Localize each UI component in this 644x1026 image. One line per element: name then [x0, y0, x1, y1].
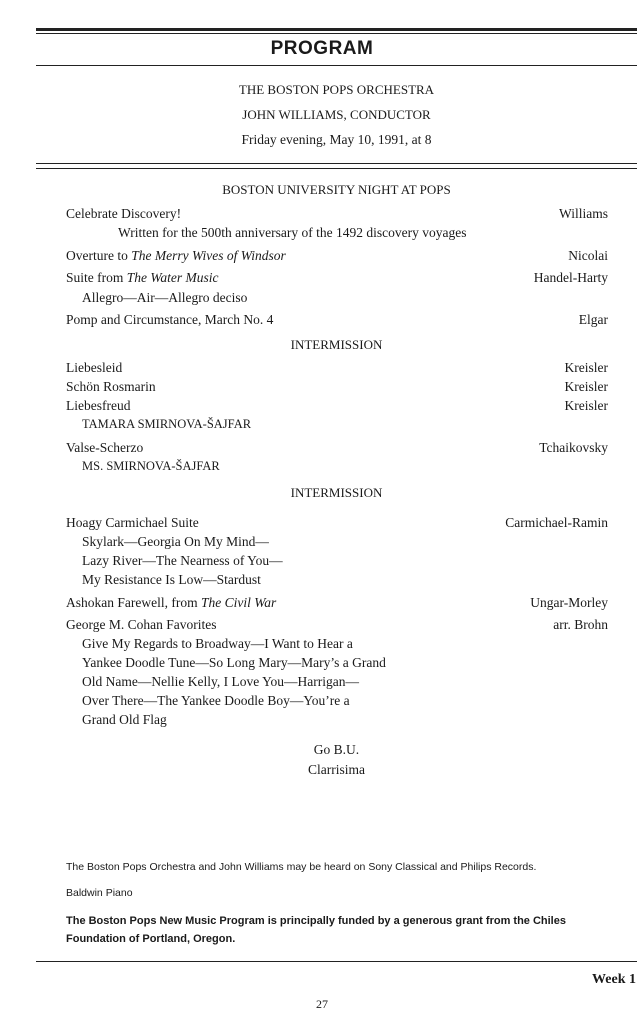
- song-line: Lazy River—The Nearness of You—: [82, 553, 283, 568]
- piece-composer: Carmichael-Ramin: [505, 515, 608, 530]
- song-line: My Resistance Is Low—Stardust: [82, 572, 261, 587]
- song-line: Yankee Doodle Tune—So Long Mary—Mary’s a Grand: [82, 655, 386, 670]
- encore-1: Go B.U.: [313, 742, 360, 757]
- piece-note: Written for the 500th anniversary of the 1492 discovery voyages: [118, 225, 467, 240]
- top-rule-thick: [36, 28, 637, 31]
- piece-title: Liebesleid: [66, 360, 123, 375]
- piece-title: Pomp and Circumstance, March No. 4: [66, 312, 274, 327]
- piece-composer: Ungar-Morley: [530, 595, 608, 610]
- piano-note: Baldwin Piano: [66, 887, 133, 899]
- song-line: Old Name—Nellie Kelly, I Love You—Harrigan—: [82, 674, 359, 689]
- piece-composer: Elgar: [578, 312, 608, 327]
- song-line: Give My Regards to Broadway—I Want to Hear a: [82, 636, 353, 651]
- piece-title: Valse-Scherzo: [66, 440, 144, 455]
- piece-composer: arr. Brohn: [553, 617, 608, 632]
- piece-title: George M. Cohan Favorites: [66, 617, 217, 632]
- piece-title: Schön Rosmarin: [66, 379, 156, 394]
- intermission-label: INTERMISSION: [290, 485, 383, 500]
- top-rule-thin: [36, 33, 637, 34]
- header-rule-a: [36, 163, 637, 164]
- week-label: Week 1: [592, 972, 636, 987]
- title-rule: [36, 65, 637, 66]
- song-line: Skylark—Georgia On My Mind—: [82, 534, 269, 549]
- piece-composer: Williams: [559, 206, 608, 221]
- piece-composer: Handel-Harty: [533, 270, 608, 285]
- page-title: PROGRAM: [270, 38, 374, 59]
- encore-2: Clarrisima: [308, 762, 365, 777]
- piece-composer: Nicolai: [568, 248, 608, 263]
- funding-note: The Boston Pops New Music Program is principally funded by a generous grant from the Chiles Foundation of Portland, Oregon.: [66, 915, 566, 945]
- orchestra-name: THE BOSTON POPS ORCHESTRA: [238, 82, 435, 97]
- piece-title: Overture to The Merry Wives of Windsor: [66, 248, 286, 263]
- song-line: Over There—The Yankee Doodle Boy—You’re a: [82, 693, 350, 708]
- movement-list: Allegro—Air—Allegro deciso: [82, 290, 248, 305]
- piece-title: Suite from The Water Music: [66, 270, 219, 285]
- records-note: The Boston Pops Orchestra and John Williams may be heard on Sony Classical and Philips Records.: [66, 861, 537, 873]
- piece-composer: Kreisler: [564, 398, 608, 413]
- piece-composer: Kreisler: [564, 379, 608, 394]
- concert-date: Friday evening, May 10, 1991, at 8: [241, 132, 432, 147]
- piece-title: Ashokan Farewell, from The Civil War: [66, 595, 277, 610]
- page-number: 27: [316, 997, 328, 1011]
- soloist-name: MS. SMIRNOVA-ŠAJFAR: [82, 459, 220, 473]
- piece-title: Celebrate Discovery!: [66, 206, 182, 221]
- piece-composer: Tchaikovsky: [539, 440, 608, 455]
- soloist-name: TAMARA SMIRNOVA-ŠAJFAR: [82, 417, 252, 431]
- piece-title: Liebesfreud: [66, 398, 131, 413]
- header-rule-b: [36, 168, 637, 169]
- footer-rule: [36, 961, 637, 962]
- section-title: BOSTON UNIVERSITY NIGHT AT POPS: [222, 182, 451, 197]
- song-line: Grand Old Flag: [82, 712, 167, 727]
- intermission-label: INTERMISSION: [290, 337, 383, 352]
- piece-title: Hoagy Carmichael Suite: [66, 515, 199, 530]
- piece-composer: Kreisler: [564, 360, 608, 375]
- conductor-name: JOHN WILLIAMS, CONDUCTOR: [242, 107, 431, 122]
